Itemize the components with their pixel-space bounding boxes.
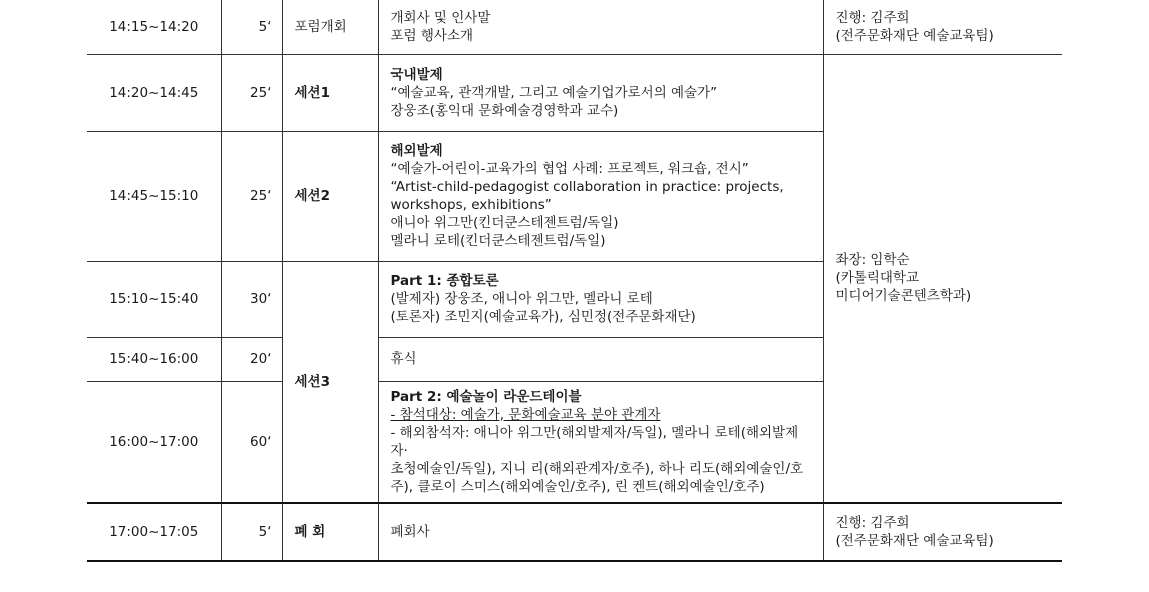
content-line: 주), 클로이 스미스(해외예술인/호주), 린 켄트(해외예술인/호주) (390, 478, 765, 495)
duration-cell: 20‘ (221, 337, 282, 381)
chair-note-cell (823, 54, 1062, 503)
note-line: (전주문화재단 예술교육팀) (835, 532, 994, 549)
host-note-cell (823, 503, 1062, 561)
duration-cell: 25‘ (221, 131, 282, 261)
content-cell: 폐회사 (378, 503, 823, 561)
content-cell (378, 381, 823, 503)
duration-cell: 25‘ (221, 54, 282, 131)
content-line: (발제자) 장웅조, 애니아 위그만, 멜라니 로테 (390, 291, 653, 307)
session-cell: 세션2 (282, 131, 378, 261)
duration-cell: 5‘ (221, 0, 282, 54)
duration-cell: 30‘ (221, 261, 282, 337)
time-cell: 14:20~14:45 (87, 54, 221, 131)
session-cell: 세션1 (282, 54, 378, 131)
content-line: 초청예술인/독일), 지니 리(해외관계자/호주), 하나 리도(해외예술인/호 (390, 460, 804, 477)
content-line: 장웅조(홍익대 문화예술경영학과 교수) (390, 102, 619, 119)
host-note-cell (823, 0, 1062, 54)
content-line: 애니아 위그만(킨더쿤스테젠트럼/독일) (390, 215, 619, 231)
schedule-table (87, 0, 1062, 562)
time-cell: 16:00~17:00 (87, 381, 221, 503)
content-line: “Artist-child-pedagogist collaboration in practice: projects, (390, 179, 784, 195)
content-heading: Part 2: 예술놀이 라운드테이블 (390, 388, 582, 405)
content-line: - 참석대상: 예술가, 문화예술교육 분야 관계자 (390, 406, 661, 423)
time-cell: 14:15~14:20 (87, 0, 221, 54)
table-row (87, 503, 1062, 561)
note-line: 미디어기술콘텐츠학과) (835, 288, 972, 304)
note-line: 진행: 김주희 (835, 9, 910, 26)
duration-cell: 5‘ (221, 503, 282, 561)
session-cell: 폐 회 (282, 503, 378, 561)
content-line: (토론자) 조민지(예술교육가), 심민정(전주문화재단) (390, 309, 696, 325)
time-cell: 14:45~15:10 (87, 131, 221, 261)
note-line: 진행: 김주희 (835, 514, 910, 531)
time-cell: 15:10~15:40 (87, 261, 221, 337)
note-line: (카톨릭대학교 (835, 270, 920, 286)
time-cell: 17:00~17:05 (87, 503, 221, 561)
session-cell: 포럼개회 (282, 0, 378, 54)
content-line: 포럼 행사소개 (390, 27, 474, 44)
session-cell: 세션3 (282, 261, 378, 503)
content-cell (378, 54, 823, 131)
content-line: “예술교육, 관객개발, 그리고 예술기업가로서의 예술가” (390, 84, 718, 101)
content-line: 멜라니 로테(킨더쿤스테젠트럼/독일) (390, 233, 606, 249)
content-line: workshops, exhibitions” (390, 197, 552, 213)
content-heading: 국내발제 (390, 66, 443, 83)
time-cell: 15:40~16:00 (87, 337, 221, 381)
content-cell (378, 131, 823, 261)
content-cell (378, 261, 823, 337)
content-heading: Part 1: 종합토론 (390, 273, 499, 289)
content-cell (378, 0, 823, 54)
note-line: 좌장: 임학순 (835, 252, 910, 268)
table-row (87, 54, 1062, 131)
content-heading: 해외발제 (390, 143, 443, 159)
content-cell: 휴식 (378, 337, 823, 381)
note-line: (전주문화재단 예술교육팀) (835, 27, 994, 44)
table-row (87, 0, 1062, 54)
content-line: “예술가-어린이-교육가의 협업 사례: 프로젝트, 워크숍, 전시” (390, 161, 749, 177)
content-line: 개회사 및 인사말 (390, 9, 491, 26)
duration-cell: 60‘ (221, 381, 282, 503)
content-line: - 해외참석자: 애니아 위그만(해외발제자/독일), 멜라니 로테(해외발제자· (390, 424, 799, 459)
